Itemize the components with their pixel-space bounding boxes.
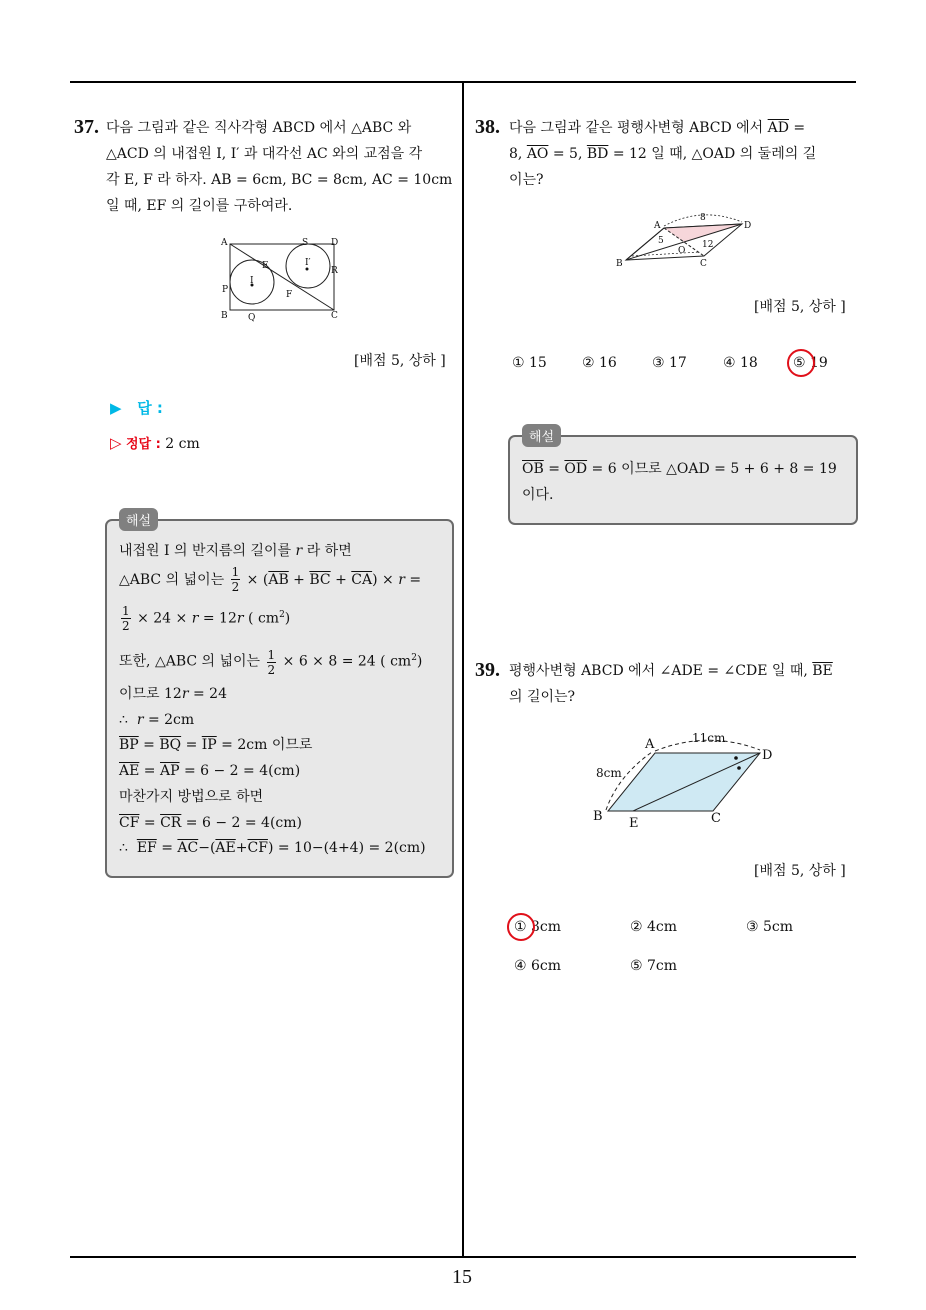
q39-line-2: 의 길이는?	[509, 689, 576, 705]
q37-line-3: 각 E, F 라 하자. AB = 6cm, BC = 8cm, AC = 10cm	[106, 172, 453, 188]
q39-label-c: C	[711, 811, 721, 826]
q38-label-o: O	[678, 246, 686, 256]
q37-sol-line-5: 이므로 12r = 24	[119, 686, 227, 703]
q38-number: 38.	[475, 116, 500, 138]
q37-correct-label: 정답 :	[126, 437, 161, 452]
q37-answer-label: 답 :	[137, 399, 163, 417]
q39-line-1: 평행사변형 ABCD 에서 ∠ADE = ∠CDE 일 때, $\overline{BE}$	[509, 663, 833, 679]
q38-solution-tag: 해설	[522, 424, 561, 447]
q38-text	[509, 115, 859, 193]
q37-label-i: I	[250, 276, 254, 286]
page-number: 15	[452, 1266, 472, 1288]
q37-line-2: △ACD 의 내접원 I, I′ 과 대각선 AC 와의 교점을 각	[106, 146, 423, 162]
q39-label-a: A	[645, 737, 655, 752]
q38-parallelogram-figure	[612, 208, 758, 270]
correct-arrow-icon: ▷	[110, 434, 122, 452]
q37-label-c: C	[331, 311, 338, 321]
q37-sol-line-7: $\overline{BP} = \overline{BQ} = \overline{IP} = 2cm$ 이므로	[119, 737, 313, 754]
q37-solution-box	[105, 514, 454, 878]
q39-label-11cm: 11cm	[692, 731, 726, 745]
q37-sol-line-10: $\overline{CF} = \overline{CR} = 6 - 2 = 4(cm)$	[119, 814, 302, 831]
q39-number: 39.	[475, 659, 500, 681]
q38-line-1: 다음 그림과 같은 평행사변형 ABCD 에서 $\overline{AD}$ =	[509, 120, 806, 136]
q38-label-12: 12	[702, 240, 714, 250]
q37-rectangle-figure	[215, 234, 345, 322]
q37-line-4: 일 때, EF 의 길이를 구하여라.	[106, 198, 293, 214]
q38-line-2: 8, $\overline{AO} = 5$, $\overline{BD} = 12$ 일 때, △OAD 의 둘레의 길	[509, 146, 817, 162]
q38-label-c: C	[700, 259, 707, 269]
q37-solution-tag: 해설	[119, 508, 158, 531]
q37-sol-line-3: $\frac{1}{2}$ × 24 × r = 12r ( $cm^2$)	[122, 603, 291, 633]
q38-selected-answer-circle	[787, 349, 815, 377]
q37-label-r: R	[331, 266, 338, 276]
q39-choice-2[interactable]: ② 4cm	[630, 919, 678, 935]
q37-label-q: Q	[248, 313, 256, 322]
q38-choice-1[interactable]: ① 15	[512, 355, 547, 371]
q37-sol-line-2: △ABC 의 넓이는 $\frac{1}{2}$ × $(\overline{AB} + \overline{BC} + \overline{CA}) \times r$ =	[119, 565, 422, 595]
q37-label-e: E	[262, 261, 269, 271]
q38-label-5: 5	[658, 236, 664, 246]
q37-label-a: A	[221, 238, 228, 248]
q38-choice-2[interactable]: ② 16	[582, 355, 617, 371]
q39-label-d: D	[762, 748, 773, 763]
q37-label-p: P	[222, 285, 229, 295]
q38-choice-5[interactable]: ⑤ 19	[793, 355, 828, 371]
q39-label-8cm: 8cm	[596, 766, 622, 780]
q37-label-d: D	[331, 238, 339, 248]
q37-label-s: S	[302, 238, 309, 248]
q38-solution-box	[508, 430, 858, 525]
q38-sol-line-2: 이다.	[522, 486, 554, 503]
q39-text	[509, 658, 859, 710]
q38-label-8: 8	[700, 213, 706, 223]
q39-choice-4[interactable]: ④ 6cm	[514, 958, 562, 974]
q39-parallelogram-figure	[588, 728, 788, 830]
q38-choice-3[interactable]: ③ 17	[652, 355, 687, 371]
q37-correct-value: 2 cm	[165, 436, 200, 452]
q37-sol-line-11: ∴ $\overline{EF} = \overline{AC}-(\overline{AE}+\overline{CF}) = 10-(4+4) = 2(cm)$	[119, 840, 426, 857]
q37-score: [배점 5, 상하 ]	[354, 353, 446, 369]
q39-choice-1[interactable]: ① 3cm	[514, 919, 562, 935]
q37-text	[106, 115, 456, 219]
q38-label-d: D	[744, 221, 752, 231]
q37-label-b: B	[221, 311, 228, 321]
q37-sol-line-4: 또한, △ABC 의 넓이는 $\frac{1}{2}$ × 6 × 8 = 24 ( $cm^2$)	[119, 647, 423, 677]
q37-line-1: 다음 그림과 같은 직사각형 ABCD 에서 △ABC 와	[106, 120, 412, 136]
q37-sol-line-1: 내접원 I 의 반지름의 길이를 r 라 하면	[119, 543, 352, 559]
q38-label-b: B	[616, 259, 623, 269]
q37-number: 37.	[74, 116, 99, 138]
q39-selected-answer-circle	[507, 913, 535, 941]
q38-line-3: 이는?	[509, 172, 544, 188]
q38-choice-4[interactable]: ④ 18	[723, 355, 758, 371]
answer-arrow-icon: ▶	[110, 399, 122, 417]
q39-label-b: B	[593, 809, 603, 824]
q38-sol-line-1: $\overline{OB} = \overline{OD} = 6$ 이므로 △OAD = 5 + 6 + 8 = 19	[522, 461, 837, 477]
column-divider	[462, 82, 464, 1257]
q39-choice-5[interactable]: ⑤ 7cm	[630, 958, 678, 974]
q39-score: [배점 5, 상하 ]	[754, 863, 846, 879]
q39-choice-3[interactable]: ③ 5cm	[746, 919, 794, 935]
q37-label-f: F	[286, 290, 293, 300]
q37-sol-line-8: $\overline{AE} = \overline{AP} = 6 - 2 = 4(cm)$	[119, 763, 301, 780]
q37-sol-line-6: ∴ r = 2cm	[119, 711, 195, 728]
q37-correct-answer	[110, 433, 200, 452]
q37-answer-line	[110, 397, 163, 418]
q39-label-e: E	[629, 816, 639, 830]
q37-sol-line-9: 마찬가지 방법으로 하면	[119, 788, 264, 805]
q37-label-i-prime: I′	[305, 258, 311, 268]
q38-label-a: A	[654, 221, 661, 231]
q38-score: [배점 5, 상하 ]	[754, 299, 846, 315]
